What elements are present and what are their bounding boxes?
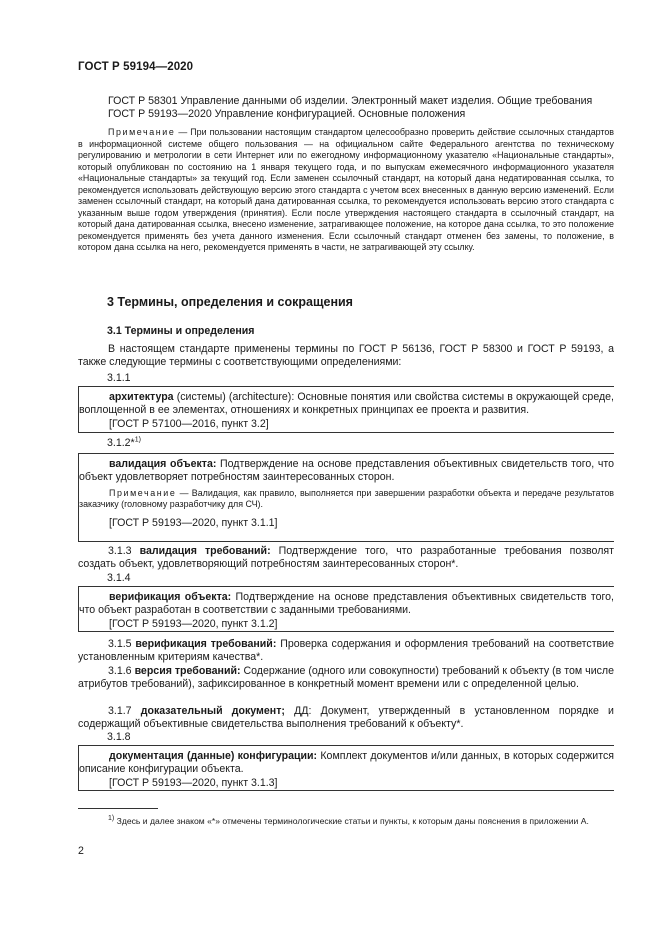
term-name: верификация объекта: bbox=[109, 591, 232, 603]
term-definition: Подтверждение на основе представления объективных свидетельств того, что объект разработан в соответствии с заданными требованиями. bbox=[79, 591, 615, 617]
term-number: 3.1.1 bbox=[107, 372, 131, 384]
reference-item: ГОСТ Р 58301 Управление данными об изделии. Электронный макет изделия. Общие требования bbox=[108, 95, 593, 107]
references-note: Примечание — При пользовании настоящим стандартом целесообразно проверить действие ссылочных стандартов в информационной системе общего пользования — на официальном сайте Федерального агентства по техническому регулированию и метрологии в сети Интернет или по ежегодному информационному указателю «Национальные стандарты», который опубликован по состоянию на 1 января текущего года, и по выпускам ежемесячного информационного указателя «Национальные стандарты» за текущий год. Если заменен ссылочный стандарт, на который дана недатированная ссылка, то рекомендуется использовать действующую версию этого стандарта с учетом всех внесенных в данную версию изменений. Если заменен ссылочный стандарт, на который дана датированная ссылка, то рекомендуется использовать версию этого стандарта с указанным выше годом утверждения (принятия). Если после утверждения настоящего стандарта в ссылочный стандарт, на который дана датированная ссылка, внесено изменение, затрагивающее положение, на которое дана ссылка, то это положение рекомендуется применять без учета данного изменения. Если ссылочный стандарт отменен без замены, то положение, в котором дана ссылка на него, рекомендуется применять в части, не затрагивающей эту ссылку. bbox=[78, 127, 614, 253]
footnote: $^{1)}$ Здесь и далее знаком «*» отмечены терминологические статьи и пункты, к которым даны пояснения в приложении А. bbox=[108, 815, 589, 826]
term-definition: Комплект документов и/или данных, в которых содержится описание конфигурации объекта. bbox=[79, 750, 614, 776]
term-number: 3.1.8 bbox=[107, 731, 131, 743]
term-source: [ГОСТ Р 59193—2020, пункт 3.1.3] bbox=[109, 776, 278, 789]
footnote-separator bbox=[78, 808, 158, 809]
term-requirements-verification: 3.1.5 верификация требований: Проверка содержания и оформления требований на соответствие установленным критериям качества*. bbox=[78, 638, 614, 664]
term-box-object-validation bbox=[78, 453, 614, 542]
term-requirements-validation: 3.1.3 валидация требований: Подтверждение того, что разработанные требования позволят создать объект, удовлетворяющий потребностям заинтересованных сторон*. bbox=[78, 545, 614, 571]
term-name: документация (данные) конфигурации: bbox=[109, 750, 318, 762]
term-evidence-document: 3.1.7 доказательный документ; ДД: Документ, утвержденный в установленном порядке и содержащий объективные свидетельства выполнения требований к объекту*. bbox=[78, 705, 614, 731]
term-box-architecture bbox=[78, 386, 614, 433]
term-name: валидация объекта: bbox=[109, 458, 217, 470]
document-header: ГОСТ Р 59194—2020 bbox=[78, 61, 194, 73]
intro-paragraph: В настоящем стандарте применены термины по ГОСТ Р 56136, ГОСТ Р 58300 и ГОСТ Р 59193, а также следующие термины с соответствующими определениями: bbox=[78, 343, 614, 369]
term-requirements-version: 3.1.6 версия требований: Содержание (одного или совокупности) требований к объекту (в том числе атрибутов требований), зафиксированное в конкретный момент времени или с определенной целью. bbox=[78, 665, 614, 691]
term-source: [ГОСТ Р 59193—2020, пункт 3.1.2] bbox=[109, 617, 278, 630]
term-note: Примечание — Валидация, как правило, выполняется при завершении разработки объекта и передаче результатов заказчику (головному разработчику для СЧ). bbox=[79, 487, 614, 510]
section-title: 3 Термины, определения и сокращения bbox=[107, 295, 353, 309]
term-source: [ГОСТ Р 59193—2020, пункт 3.1.1] bbox=[109, 516, 278, 529]
note-label: Примечание bbox=[108, 127, 176, 137]
term-source: [ГОСТ Р 57100—2016, пункт 3.2] bbox=[109, 417, 269, 430]
term-definition: Подтверждение на основе представления объективных свидетельств того, что объект удовлетворяет потребностям заинтересованных сторон. bbox=[79, 458, 615, 484]
term-name: архитектура bbox=[109, 391, 174, 403]
term-box-object-verification bbox=[78, 586, 614, 632]
normative-references-list bbox=[78, 95, 614, 121]
reference-item: ГОСТ Р 59193—2020 Управление конфигурацией. Основные положения bbox=[108, 108, 466, 120]
term-definition: (системы) (architecture): Основные понятия или свойства системы в окружающей среде, воплощенной в ее элементах, отношениях и конкретных принципах ее проекта и развития. bbox=[79, 391, 614, 417]
note-text: При пользовании настоящим стандартом целесообразно проверить действие ссылочных стандартов в информационной системе общего пользования — на официальном сайте Федерального агентства по техническому регулированию и метрологии в сети Интернет или по ежегодному информационному указателю «Национальные стандарты», который опубликован по состоянию на 1 января текущего года, и по выпускам ежемесячного информационного указателя «Национальные стандарты» за текущий год. Если заменен ссылочный стандарт, на который дана недатированная ссылка, то рекомендуется использовать действующую версию этого стандарта с учетом всех внесенных в данную версию изменений. Если заменен ссылочный стандарт, на который дана датированная ссылка, то рекомендуется использовать версию этого стандарта с указанным выше годом утверждения (принятия). Если после утверждения настоящего стандарта в ссылочный стандарт, на который дана датированная ссылка, внесено изменение, затрагивающее положение, на которое дана ссылка, то это положение рекомендуется применять без учета данного изменения. Если ссылочный стандарт отменен без замены, то положение, в котором дана ссылка на него, рекомендуется применять в части, не затрагивающей эту ссылку. bbox=[78, 127, 614, 253]
page-number: 2 bbox=[78, 845, 84, 857]
term-box-configuration-documentation bbox=[78, 745, 614, 791]
term-number: 3.1.2*$^{1)}$ bbox=[107, 436, 141, 449]
term-number: 3.1.4 bbox=[107, 572, 131, 584]
subsection-title: 3.1 Термины и определения bbox=[107, 325, 255, 337]
